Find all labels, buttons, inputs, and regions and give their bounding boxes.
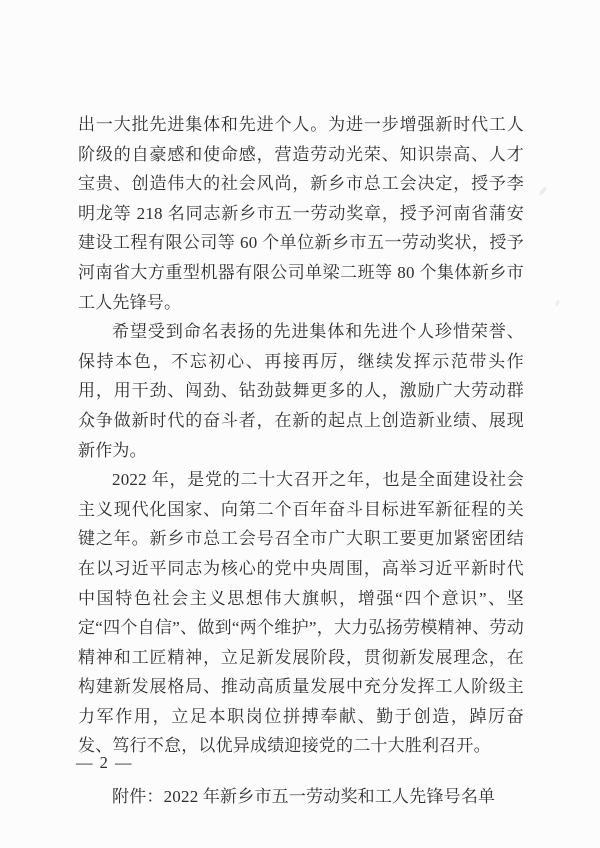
body-paragraph-2: 希望受到命名表扬的先进集体和先进个人珍惜荣誉、保持本色，不忘初心、再接再厉，继续发挥示范带头作用，用干劲、闯劲、钻劲鼓舞更多的人，激励广大劳动群众争做新时代的奋斗者，在新的起点上创造新业绩、展现新作为。 xyxy=(78,322,524,460)
body-paragraph-1: 出一大批先进集体和先进个人。为进一步增强新时代工人阶级的自豪感和使命感，营造劳动光荣、知识崇高、人才宝贵、创造伟大的社会风尚，新乡市总工会决定，授予李明龙等 218 名同志新乡市五一劳动奖章，授予河南省蒲安建设工程有限公司等 60 个单位新乡市五一劳动奖状，授予河南省大方重型机器有限公司单梁二班等 80 个集体新乡市工人先锋号。 xyxy=(78,115,524,312)
page-number: — 2 — xyxy=(76,753,133,772)
document-body xyxy=(78,110,524,812)
body-paragraph-3: 2022 年，是党的二十大召开之年，也是全面建设社会主义现代化国家、向第二个百年奋斗目标进军新征程的关键之年。新乡市总工会号召全市广大职工要更加紧密团结在以习近平同志为核心的党中央周围，高举习近平新时代中国特色社会主义思想伟大旗帜，增强“四个意识”、坚定“四个自信”、做到“两个维护”，大力弘扬劳模精神、劳动精神和工匠精神，立足新发展阶段，贯彻新发展理念，在构建新发展格局、推动高质量发展中充分发挥工人阶级主力军作用，立足本职岗位拼搏奉献、勤于创造，踔厉奋发、笃行不怠，以优异成绩迎接党的二十大胜利召开。 xyxy=(78,470,524,756)
attachment-line: 附件：2022 年新乡市五一劳动奖和工人先锋号名单 xyxy=(112,787,496,807)
scan-artifact xyxy=(555,300,561,307)
scan-artifact xyxy=(538,186,547,196)
